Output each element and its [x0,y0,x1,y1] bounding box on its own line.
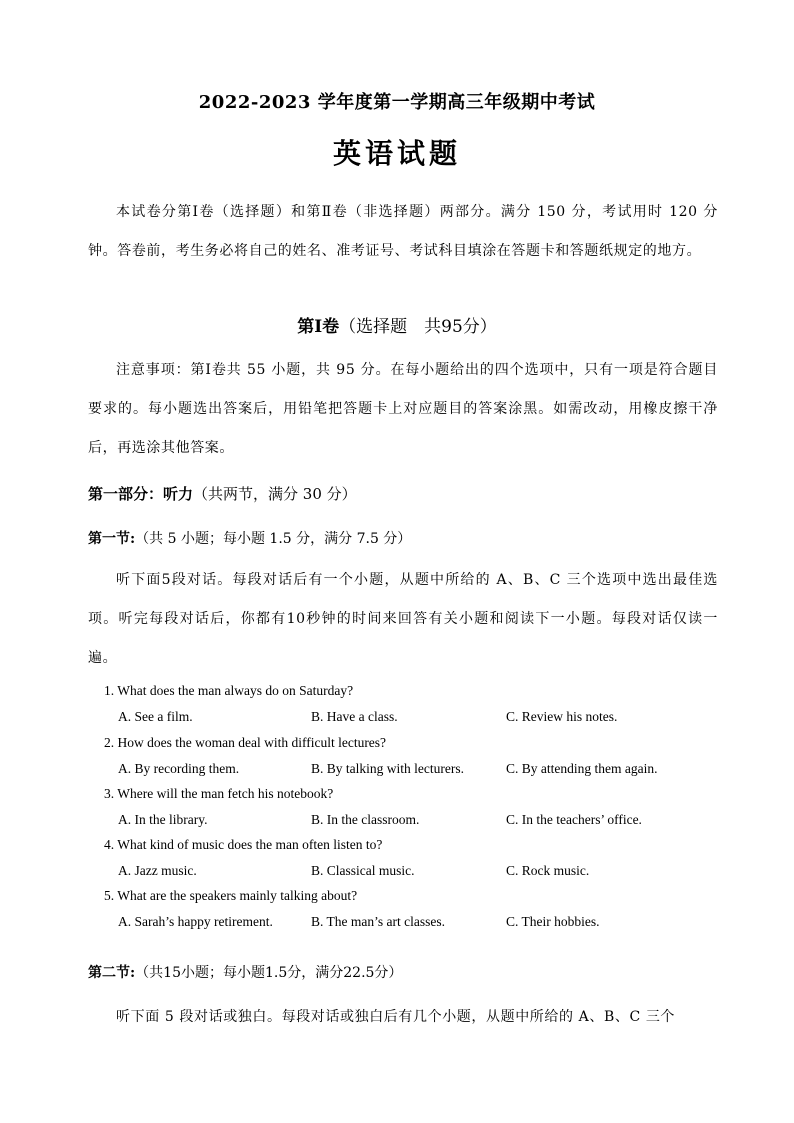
exam-title: 2022-2023 学年度第一学期高三年级期中考试 [198,92,596,113]
section2-heading-bold: 第二节: [88,965,136,981]
part1-heading-rest: （共两节，满分 30 分） [193,485,357,503]
question-3: 3. Where will the man fetch his notebook? [104,786,334,801]
question-3-option-c: C. In the teachers’ office. [506,812,642,827]
question-1-option-a: A. See a film. [118,709,193,724]
intro-paragraph: 本试卷分第Ⅰ卷（选择题）和第Ⅱ卷（非选择题）两部分。满分 150 分，考试用时 120 分钟。答卷前，考生务必将自己的姓名、准考证号、考试科目填涂在答题卡和答题纸规定的地方。 [88,204,718,259]
question-1-option-b: B. Have a class. [311,709,398,724]
volume1-title [0,312,794,337]
section2-heading-rest: （共15小题；每小题1.5分，满分22.5分） [135,965,403,981]
question-2-option-a: A. By recording them. [118,761,240,776]
part1-heading-bold: 第一部分：听力 [88,485,194,503]
question-5-option-b: B. The man’s art classes. [311,914,445,929]
question-2: 2. How does the woman deal with difficult lectures? [104,735,387,750]
section1-instructions: 听下面5段对话。每段对话后有一个小题，从题中所给的 A、B、C 三个选项中选出最佳选项。听完每段对话后，你都有10秒钟的时间来回答有关小题和阅读下一小题。每段对话仅读一遍。 [88,572,718,666]
question-4-option-b: B. Classical music. [311,863,415,878]
question-4-option-c: C. Rock music. [506,863,590,878]
question-5: 5. What are the speakers mainly talking about? [104,888,358,903]
question-5-option-c: C. Their hobbies. [506,914,600,929]
question-5-option-a: A. Sarah’s happy retirement. [118,914,273,929]
question-4-option-a: A. Jazz music. [118,863,197,878]
section2-heading [88,962,402,982]
question-2-option-b: B. By talking with lecturers. [311,761,464,776]
part1-heading [88,483,357,504]
volume1-notice: 注意事项：第Ⅰ卷共 55 小题，共 95 分。在每小题给出的四个选项中，只有一项是符合题目要求的。每小题选出答案后，用铅笔把答题卡上对应题目的答案涂黑。如需改动，用橡皮擦干净后，再选涂其他答案。 [88,362,718,456]
question-3-option-b: B. In the classroom. [311,812,420,827]
section1-heading-rest: （共 5 小题；每小题 1.5 分，满分 7.5 分） [135,531,412,547]
volume1-title-bold: 第Ⅰ卷 [297,317,340,337]
question-3-option-a: A. In the library. [118,812,208,827]
question-1: 1. What does the man always do on Saturday? [104,683,354,698]
question-4: 4. What kind of music does the man often listen to? [104,837,383,852]
subject-title: 英语试题 [332,137,461,170]
question-2-option-c: C. By attending them again. [506,761,658,776]
volume1-title-rest: （选择题 共95分） [339,317,497,337]
section2-instructions: 听下面 5 段对话或独白。每段对话或独白后有几个小题，从题中所给的 A、B、C 三个 [116,1009,676,1025]
section1-heading-bold: 第一节: [88,531,136,547]
section1-heading [88,528,411,548]
question-1-option-c: C. Review his notes. [506,709,618,724]
